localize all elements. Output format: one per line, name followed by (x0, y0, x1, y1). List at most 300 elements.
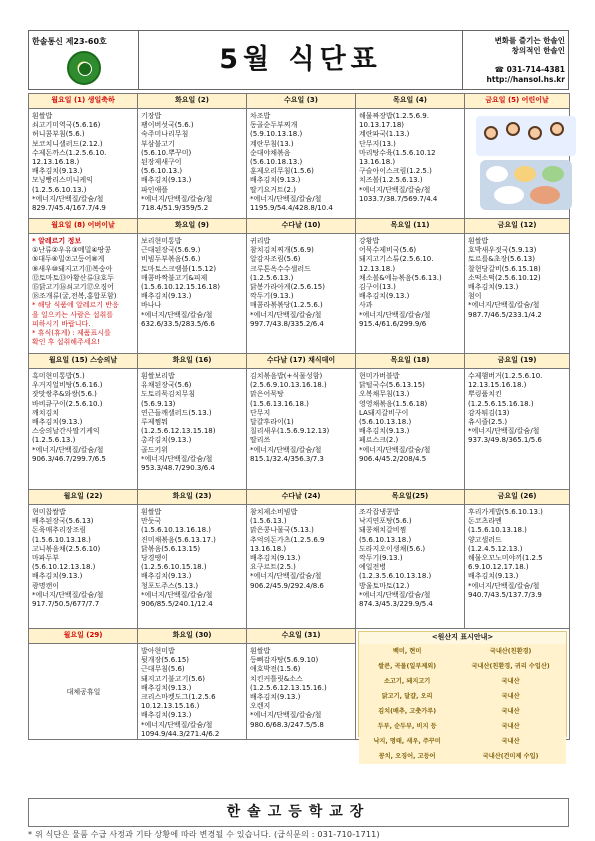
menu-cell (247, 369, 356, 490)
menu-item: 수제돈까스(1.2.5.6.10. (32, 148, 107, 157)
menu-item: 배추김치(9.13.) (141, 292, 192, 301)
day-header: 화요일 (23) (138, 490, 247, 505)
menu-cell (29, 369, 138, 490)
menu-item: 배추김치(9.13.) (359, 427, 410, 436)
menu-item: 닭볶음(5.6.13.15) (141, 544, 201, 553)
origin-source: 국내산(친환경) (455, 644, 566, 659)
menu-item: 오렌지 (250, 702, 271, 711)
menu-item: 뒷개장(5.6.15) (141, 656, 190, 665)
menu-item: (1.2.5.6.15.16.18.) (468, 399, 534, 408)
menu-item: 비빔두부볶음(5.6.) (141, 255, 201, 264)
menu-cell (247, 234, 356, 354)
menu-item: 수제햄버거(1.2.5.6.10. (468, 372, 543, 380)
menu-item: 방울토마토(12.) (359, 581, 410, 590)
menu-item: (1.5.6.13.16.18.) (250, 399, 309, 408)
menu-item: 강황밥 (359, 237, 380, 245)
menu-item: 요구르트(2.5.) (250, 563, 296, 572)
menu-cell (465, 369, 570, 490)
menu-item: 배추김치(9.13.) (32, 418, 83, 427)
menu-item: 등뼈감자탕(5.6.9.10) (250, 656, 319, 665)
menu-item: 915.4/61.6/299.9/6 (359, 319, 427, 328)
origin-row (359, 719, 566, 734)
menu-item: 바나나 (141, 301, 162, 310)
menu-item: 12.13.18.) (359, 264, 396, 273)
menu-item: 계란무침(13.) (250, 139, 294, 148)
menu-item: 당경땡이 (141, 554, 169, 563)
menu-item: 진미채볶음(5.6.13.17.) (141, 535, 216, 544)
day-header: 목요일 (4) (356, 94, 465, 109)
menu-item: 총각김치(9.13.) (141, 436, 192, 445)
menu-item: 치즈볼(1.2.5.6.13.) (359, 176, 423, 185)
menu-item: 허니콤부침(5.6.) (32, 130, 85, 139)
menu-row (29, 505, 570, 629)
menu-item: 후리가게밥(5.6.10.13.) (468, 508, 543, 516)
origin-row (359, 749, 566, 764)
origin-item: 낙지, 명태, 새우, 주꾸미 (359, 734, 455, 749)
menu-table (28, 93, 570, 760)
day-header: 화요일 (30) (138, 629, 247, 644)
allergy-info-line: ⑨새우⑩돼지고기⑪복숭아 (32, 264, 113, 273)
menu-item: 조각잡냉콩밥 (359, 508, 400, 516)
menu-item: 칠리새우(1.5.6.9.12.13) (250, 427, 330, 436)
menu-item: 13.16.18.) (359, 158, 396, 167)
menu-item: (5.9.10.13.18.) (250, 130, 303, 139)
menu-item: 호박새우젓국(5.9.13) (468, 246, 537, 255)
menu-item: (1.2.5.6.13.) (32, 436, 76, 445)
menu-item: 유채된장국(5.6) (141, 381, 192, 390)
menu-item: 페르스크(2.) (359, 436, 399, 445)
menu-item: 순대야채볶음 (250, 148, 291, 157)
menu-item: 청포도주스(5.13.) (141, 581, 199, 590)
menu-item: (1.2.4.5.12.13.) (468, 544, 523, 553)
menu-cell (138, 505, 247, 629)
menu-item: 현미가버블밥 (359, 372, 400, 380)
menu-item: 뿌링퓸치킨 (468, 390, 502, 399)
menu-item: 깨치김치 (32, 408, 60, 417)
change-notice: * 위 식단은 물품 수급 사정과 기타 상황에 따라 변경될 수 있습니다. (급식문의 : 031-710-1711) (28, 830, 380, 839)
menu-item: (5.6.10.12.13.18.) (32, 563, 96, 572)
menu-item: 감자튀김(13) (468, 408, 510, 417)
menu-item: 숙주미나리무침 (141, 130, 189, 139)
menu-item: LA돼지갈비구이 (359, 408, 409, 417)
origin-item: 닭고기, 달걀, 오리 (359, 689, 455, 704)
menu-item: 깍두기(9.13.) (250, 292, 294, 301)
menu-cell (356, 109, 465, 219)
menu-item: 906/85.5/240.1/12.4 (141, 600, 213, 609)
menu-item: 애호박전(1.5.6) (250, 665, 301, 674)
menu-item: 부삼불고기 (141, 139, 175, 148)
menu-item: 돼지고기불고기(5.6) (141, 674, 205, 683)
allergy-info-line: 확인 후 섭취해주세요! (32, 338, 101, 347)
menu-item: 829.7/45.4/167.7/4.9 (32, 204, 106, 213)
menu-item: 고니볶음채(2.5.6.10) (32, 544, 101, 553)
day-header: 수다날 (17) 채식데이 (247, 354, 356, 369)
origin-info-cell (356, 629, 570, 760)
menu-item: 906.3/46.7/299.7/6.5 (32, 454, 106, 463)
menu-cell (138, 369, 247, 490)
menu-item: 874.3/45.3/229.9/5.4 (359, 600, 433, 609)
menu-item: 팽이버섯국(5.6.) (141, 121, 194, 130)
menu-item: 발아현미밥 (141, 647, 175, 655)
menu-item: 토마토스크램블(1.5.12) (141, 264, 217, 273)
menu-cell (29, 234, 138, 354)
allergy-info-line: ⑤대두⑥밀⑦고등어⑧게 (32, 255, 105, 264)
menu-item: 닭털국수(5.6.13.15) (359, 381, 425, 390)
menu-item: 흰쌀보리밥 (141, 372, 175, 380)
day-header: 월요일 (8) 어버이날 (29, 219, 138, 234)
origin-source: 국내산 (455, 719, 566, 734)
menu-item: *에너지/단백질/칼슘/철 (32, 445, 104, 454)
origin-title: <원산지 표시안내> (431, 633, 494, 641)
menu-item: 딸기요거트(2.) (250, 185, 296, 194)
menu-item: (1.2.5.6.13.) (250, 273, 294, 282)
menu-cell (138, 644, 247, 740)
menu-item: 된장제새구이 (141, 158, 182, 167)
menu-item: *에너지/단백질/칼슘/철 (141, 194, 213, 203)
menu-item: 937.3/49.8/365.1/5.6 (468, 436, 542, 445)
menu-item: 12.13.16.18.) (32, 158, 80, 167)
menu-item: 만둣국 (141, 517, 162, 526)
menu-cell (247, 109, 356, 219)
origin-source: 국내산 (455, 704, 566, 719)
menu-item: 근대무침(5.6) (141, 665, 185, 674)
menu-item: 쇠고기미역국(5.6.16) (32, 121, 101, 130)
issue-number: 한솔통신 제23-60호 (32, 37, 107, 46)
menu-item: 광명캔이 (32, 581, 60, 590)
menu-cell (138, 234, 247, 354)
origin-row (359, 644, 566, 659)
menu-item: 보코치니샐러드(2.12.) (32, 139, 103, 148)
day-header-row (29, 490, 570, 505)
menu-item: 배추김치(9.13.) (468, 283, 519, 292)
menu-cell (138, 109, 247, 219)
header-left (29, 31, 139, 89)
menu-item: 953.3/48.7/290.3/6.4 (141, 464, 215, 473)
menu-item: (1.5.6.10.12.15.16.18) (141, 283, 220, 292)
menu-item: 배추김치(9.13.) (141, 683, 192, 692)
menu-item: 돼콩채치갈비찜 (359, 526, 407, 535)
day-header: 월요일 (29) (29, 629, 138, 644)
menu-item: (5.6.10.뿌꾸미) (141, 148, 192, 157)
menu-item: 루제쩜뭐 (141, 418, 169, 427)
menu-item: 단무지 (250, 408, 271, 417)
menu-item: 815.1/32.4/356.3/7.3 (250, 454, 324, 463)
menu-item: 우거지얼비탕(5.6.16.) (32, 381, 103, 390)
day-header-row (29, 354, 570, 369)
menu-item: (1.2.5.6.10.13.) (32, 185, 87, 194)
allergy-info-line: * 해당 식품에 알레르기 반응 (32, 301, 119, 310)
menu-item: 토르를&초장(5.6.13) (468, 255, 535, 264)
menu-item: 흑미현미통밥(5.) (32, 372, 85, 380)
menu-cell (465, 234, 570, 354)
menu-item: 배추김치(9.13.) (250, 176, 301, 185)
menu-item: 987.7/46.5/233.1/4.2 (468, 310, 542, 319)
menu-item: 딸리쓰 (250, 436, 271, 445)
menu-cell (247, 644, 356, 740)
menu-item: 흰쌀밥 (250, 647, 271, 655)
menu-item: 배추김치(9.13.) (141, 572, 192, 581)
menu-row (29, 109, 570, 219)
menu-item: 흰쌀밥 (141, 508, 162, 516)
origin-row (359, 674, 566, 689)
day-header-row (29, 629, 570, 644)
menu-item: 632.6/33.5/283.5/6.6 (141, 319, 215, 328)
origin-item: 백미, 현미 (359, 644, 455, 659)
menu-item: *에너지/단백질/칼슘/철 (250, 194, 322, 203)
menu-item: 배추김치(9.13.) (250, 554, 301, 563)
menu-item: 배추김치(9.13.) (250, 693, 301, 702)
slogan-line-2: 창의적인 한솔인 (511, 46, 565, 55)
day-header-row (29, 94, 570, 109)
menu-item: *에너지/단백질/칼슘/철 (359, 310, 431, 319)
menu-item: 배추김치(9.13.) (32, 167, 83, 176)
origin-source: 국내산 (455, 674, 566, 689)
children-photo-icon (468, 112, 567, 218)
menu-item: *에너지/단백질/칼슘/철 (141, 454, 213, 463)
menu-item: *에너지/단백질/칼슘/철 (468, 581, 540, 590)
menu-item: 첨이 (468, 292, 482, 301)
menu-item: 모닝빵리스미니케익 (32, 176, 93, 185)
menu-item: 동골순두부찌개 (250, 121, 298, 130)
menu-item: 참치김치찌개(5.6.9) (250, 246, 314, 255)
menu-item: (5.6.10.13.) (141, 167, 183, 176)
menu-cell (356, 505, 465, 629)
day-header: 목요일 (18) (356, 354, 465, 369)
menu-item: 차조밥 (250, 112, 271, 120)
menu-item: 양고샐러드 (468, 535, 502, 544)
menu-item: 스승의날간사딸기케익 (32, 427, 100, 436)
menu-item: 매콤바짝불고기&피제 (141, 273, 208, 282)
origin-source: 국내산(친환경, 귀리 수입산) (455, 659, 566, 674)
menu-cell (29, 505, 138, 629)
menu-item: 근대된장국(5.6.9.) (141, 246, 201, 255)
menu-item: 배추김치(9.13.) (359, 292, 410, 301)
menu-item: 어묵수제비국(5.6) (359, 246, 417, 255)
menu-item: 917.7/50.5/677/7.7 (32, 600, 100, 609)
menu-item: 1094.9/44.3/271.4/6.2 (141, 729, 220, 738)
menu-item: 채소볼&에뉴볶음(5.6.13.) (359, 273, 442, 282)
school-logo-icon (67, 51, 101, 85)
menu-item: 귀리밥 (250, 237, 271, 245)
menu-item: 돈코츠라멘 (468, 517, 502, 526)
menu-item: 크리스마켓도그(1.2.5.6 (141, 693, 216, 702)
menu-cell (29, 109, 138, 219)
menu-item: 10.12.13.15.16.) (141, 702, 200, 711)
origin-source: 국내산(건미제 수입) (455, 749, 566, 764)
menu-item: (1.2.5.6.10.15.18.) (141, 563, 207, 572)
day-header: 목요일(25) (356, 490, 465, 505)
menu-item: 배추김치(9.13.) (141, 711, 192, 720)
menu-item: 단무지(13.) (359, 139, 396, 148)
menu-item: 흰쌀밥 (468, 237, 489, 245)
menu-item: (1.5.6.10.13.16.18.) (141, 526, 212, 535)
menu-item: (1.5.6.10.13.18.) (468, 526, 527, 535)
menu-item: 알감자조림(5.6) (250, 255, 301, 264)
menu-item: (5.6.10.13.18.) (359, 418, 412, 427)
menu-item: 추억의돈가츠(1.2.5.6.9 (250, 535, 325, 544)
day-header: 월요일 (1) 생일축하 (29, 94, 138, 109)
allergy-info-line: 피하시기 바랍니다. (32, 319, 91, 328)
menu-item: 맑은어묵탕 (250, 390, 284, 399)
menu-item: (1.5.6.10.13.18.) (32, 535, 91, 544)
header (28, 30, 569, 90)
allergy-info-line: ⑫토마토⑬아황산류⑭호두 (32, 273, 114, 282)
menu-item: 돼지고기스튜(2.5.6.10. (359, 255, 434, 264)
menu-item: *에너지/단백질/칼슘/철 (141, 720, 213, 729)
header-right (462, 31, 569, 89)
menu-item: 골드키위 (141, 445, 169, 454)
menu-item: 계란파국(1.13.) (359, 130, 410, 139)
menu-item: 718.4/51.9/359/5.2 (141, 204, 209, 213)
menu-item: 돈육매추리장조림 (32, 526, 87, 535)
menu-item: 츄시즐(2.5.) (468, 418, 508, 427)
menu-item: (1.2.5.6.12.13.15.18) (141, 427, 216, 436)
menu-item: *에너지/단백질/칼슘/철 (141, 590, 213, 599)
menu-item: 해물짜장밥(1.2.5.6.9. (359, 112, 429, 120)
menu-item: 6.9.10.12.17.18.) (468, 563, 529, 572)
menu-item: 김구이(13.) (359, 283, 396, 292)
substitute-holiday-label: 대체공휴일 (29, 644, 138, 740)
school-url: http://hansol.hs.kr (486, 75, 565, 84)
menu-item: 찰현당갈비(5.6.15.18) (468, 264, 541, 273)
menu-item: 파인애플 (141, 185, 169, 194)
menu-item: 닭봉가라아게(2.5.6.15) (250, 283, 325, 292)
menu-item: 치킨커틀릿&소스 (250, 674, 303, 683)
menu-item: 예일전병 (359, 563, 387, 572)
menu-item: 훈제오리무침(1.5.6) (250, 167, 314, 176)
menu-item: 12.13.15.16.18.) (468, 381, 527, 390)
allergy-info-line: ①난류②우유③메밀④땅콩 (32, 246, 112, 255)
menu-item: *에너지/단백질/칼슘/철 (32, 590, 104, 599)
menu-item: 980.6/68.3/247.5/5.8 (250, 720, 324, 729)
day-header: 수다날 (10) (247, 219, 356, 234)
menu-item: (1.2.3.5.6.10.13.18.) (359, 572, 432, 581)
menu-item: *에너지/단백질/칼슘/철 (250, 572, 322, 581)
menu-item: 906.2/45.9/292.4/8.6 (250, 581, 324, 590)
menu-item: 배추김치(9.13.) (32, 572, 83, 581)
menu-item: *에너지/단백질/칼슘/철 (250, 310, 322, 319)
menu-item: 10.13.17.18) (359, 121, 405, 130)
day-header: 수요일 (31) (247, 629, 356, 644)
menu-item: 크루톤옥수수샐러드 (250, 264, 311, 273)
day-header: 화요일 (2) (138, 94, 247, 109)
menu-item: 배추김치(9.13.) (468, 572, 519, 581)
menu-item: 현미찹쌀밥 (32, 508, 66, 516)
origin-table (359, 644, 566, 764)
day-header: 금요일 (5) 어린이날 (465, 94, 570, 109)
menu-item: *에너지/단백질/칼슘/철 (468, 301, 540, 310)
day-header: 월요일 (15) 스승의날 (29, 354, 138, 369)
menu-item: 달걀후라이(1) (250, 418, 294, 427)
menu-item: *에너지/단백질/칼슘/철 (141, 310, 213, 319)
menu-item: 깍두기(9.13.) (359, 554, 403, 563)
menu-row (29, 234, 570, 354)
phone-number: ☎ 031-714-4381 (494, 65, 565, 74)
menu-item: 흰쌀밥 (32, 112, 53, 120)
origin-item: 꽁치, 오징어, 고등어 (359, 749, 455, 764)
menu-item: 보리현미통밥 (141, 237, 182, 245)
menu-item: 마파두부 (32, 554, 60, 563)
menu-item: 맑은콩나물국(5.13.) (250, 526, 314, 535)
menu-item: *에너지/단백질/칼슘/철 (359, 185, 431, 194)
menu-cell (247, 505, 356, 629)
menu-item: (5.6.10.18.13.) (250, 158, 303, 167)
allergy-info-line: ⑱조개류(굴,전복,홍합포함) (32, 292, 117, 301)
day-header: 목요일 (11) (356, 219, 465, 234)
menu-item: 영영채볶음(1.5.6.18) (359, 399, 428, 408)
menu-item: 배추김치(9.13.) (141, 176, 192, 185)
menu-item: 오복채무침(13.) (359, 390, 410, 399)
origin-row (359, 689, 566, 704)
allergy-info-line: ⑮닭고기⑯쇠고기⑰오징어 (32, 283, 114, 292)
menu-item: 낙지연포탕(5.6.) (359, 517, 412, 526)
allergy-info-line: * 알레르기 정보 (32, 237, 82, 245)
origin-item: 두부, 순두부, 비지 등 (359, 719, 455, 734)
day-header: 월요일 (22) (29, 490, 138, 505)
menu-item: 잣맛쌍추&와쌍(5.6.) (32, 390, 97, 399)
menu-item: (1.2.5.6.12.13.15.16.) (250, 683, 327, 692)
day-header: 금요일 (19) (465, 354, 570, 369)
menu-item: 매콤라볶볶당(1.2.5.6.) (250, 301, 323, 310)
school-principal-signature: 한솔고등학교장 (28, 798, 569, 827)
origin-source: 국내산 (455, 734, 566, 749)
menu-cell (356, 369, 465, 490)
menu-item: 해물오꼬노미야끼(1.2.5 (468, 554, 543, 563)
day-header: 금요일 (26) (465, 490, 570, 505)
day-header: 화요일 (9) (138, 219, 247, 234)
menu-item: 바비큐구이(2.5.6.10.) (32, 399, 103, 408)
origin-source: 국내산 (455, 689, 566, 704)
menu-item: (1.5.6.13.) (250, 517, 287, 526)
day-header: 금요일 (12) (465, 219, 570, 234)
day-header: 수요일 (3) (247, 94, 356, 109)
menu-item: 마리탕수육(1.5.6.10.12 (359, 148, 436, 157)
day-header: 화요일 (16) (138, 354, 247, 369)
origin-row (359, 734, 566, 749)
menu-cell (465, 505, 570, 629)
menu-item: 구슬아이스크림(1.2.5.) (359, 167, 432, 176)
menu-item: *에너지/단백질/칼슘/철 (359, 590, 431, 599)
menu-item: (5.6.9.13) (141, 399, 176, 408)
menu-item: 1195.9/54.4/428.8/10.4 (250, 204, 333, 213)
slogan-line-1: 변화를 즐기는 한솔인 (494, 36, 565, 45)
menu-item: 참치제소비빔밥 (250, 508, 298, 516)
origin-item: 김치(배추, 고춧가루) (359, 704, 455, 719)
menu-item: *에너지/단백질/칼슘/철 (32, 194, 104, 203)
menu-item: 906.4/45.2/208/4.5 (359, 454, 427, 463)
menu-item: *에너지/단백질/칼슘/철 (359, 445, 431, 454)
menu-item: 사과 (359, 301, 373, 310)
menu-item: 도라지오이생채(5.6.) (359, 544, 426, 553)
menu-item: 배추된장국(5.6.13) (32, 517, 94, 526)
origin-row (359, 704, 566, 719)
menu-item: 기장밥 (141, 112, 162, 120)
allergy-info-line: * 휴식(휴게) : 제품표시를 (32, 329, 111, 338)
menu-item: 연근들깨샐러드(5.13.) (141, 408, 212, 417)
origin-item: 쌀콘, 곡물(일부제외) (359, 659, 455, 674)
menu-row (29, 369, 570, 490)
day-header: 수다날 (24) (247, 490, 356, 505)
menu-item: 13.16.18.) (250, 544, 287, 553)
menu-item: 소떡소떡(2.5.6.10.12) (468, 273, 541, 282)
menu-cell (356, 234, 465, 354)
menu-item: (5.6.10.13.18.) (359, 535, 412, 544)
menu-item: 도토리묵김치무침 (141, 390, 196, 399)
menu-item: *에너지/단백질/칼슘/철 (468, 427, 540, 436)
menu-item: 997.7/43.8/335.2/6.4 (250, 319, 324, 328)
page-title: 5월 식단표 (219, 44, 382, 75)
menu-item: (2.5.6.9.10.13.16.18.) (250, 381, 327, 390)
